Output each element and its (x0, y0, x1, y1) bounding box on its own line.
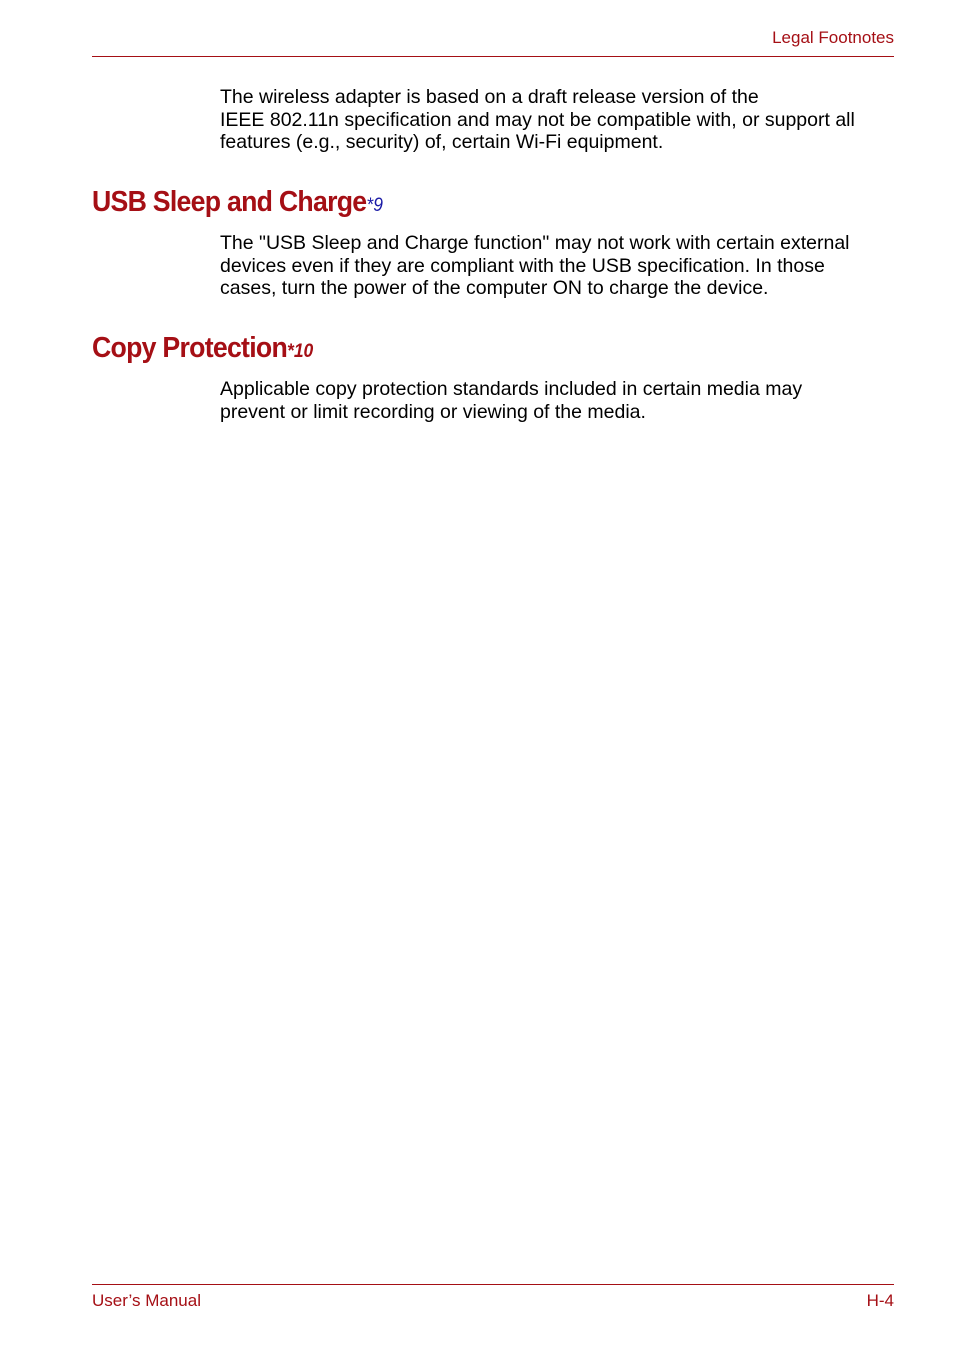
copy-protection-paragraph (220, 378, 890, 423)
usb-sleep-charge-paragraph (220, 232, 890, 300)
heading-text: USB Sleep and Charge (92, 186, 367, 218)
paragraph-line: IEEE 802.11n specification and may not be compatible with, or support all (220, 108, 855, 131)
heading-text: Copy Protection (92, 332, 288, 364)
paragraph-line: The "USB Sleep and Charge function" may not work with certain external (220, 232, 850, 254)
paragraph-line: devices even if they are compliant with the USB specification. In those (220, 254, 825, 277)
page-header-title: Legal Footnotes (772, 28, 894, 47)
usb-sleep-charge-heading (92, 186, 383, 219)
footer-rule (92, 1284, 894, 1285)
paragraph-line: features (e.g., security) of, certain Wi-Fi equipment. (220, 131, 664, 153)
wireless-adapter-paragraph (220, 86, 890, 154)
footnote-ref: *10 (287, 341, 314, 362)
footer-manual-name: User’s Manual (92, 1291, 201, 1310)
paragraph-line: prevent or limit recording or viewing of the media. (220, 400, 646, 423)
paragraph-line: Applicable copy protection standards included in certain media may (220, 378, 803, 400)
footnote-ref-link[interactable]: *9 (366, 195, 383, 216)
header-rule (92, 56, 894, 57)
paragraph-line: The wireless adapter is based on a draft release version of the (220, 86, 759, 108)
paragraph-line: cases, turn the power of the computer ON to charge the device. (220, 277, 769, 299)
footer-page-number: H-4 (866, 1291, 894, 1310)
copy-protection-heading (92, 332, 313, 365)
